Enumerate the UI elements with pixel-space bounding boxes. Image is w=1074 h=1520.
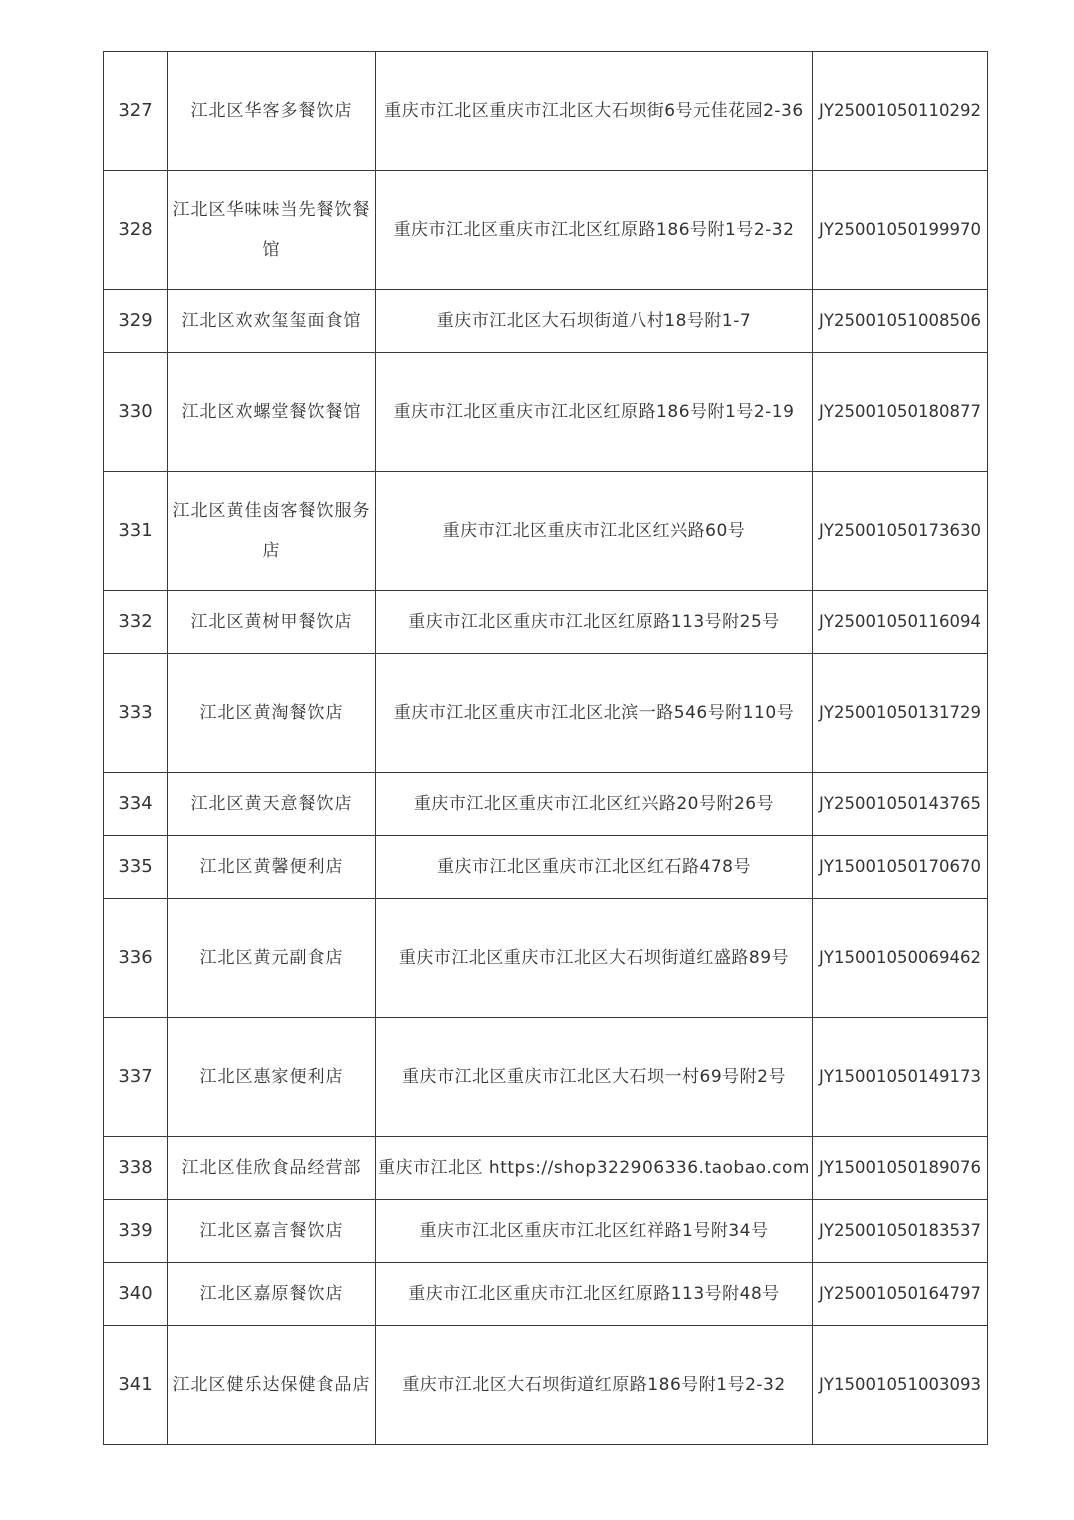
row-number: 336 <box>104 899 168 1018</box>
row-number: 334 <box>104 773 168 836</box>
row-number: 340 <box>104 1263 168 1326</box>
license-number: JY25001050199970 <box>813 171 988 290</box>
license-number: JY15001050189076 <box>813 1137 988 1200</box>
table-row <box>104 773 988 836</box>
row-number: 338 <box>104 1137 168 1200</box>
business-name: 江北区黄馨便利店 <box>168 836 376 899</box>
license-number: JY25001051008506 <box>813 290 988 353</box>
business-address: 重庆市江北区重庆市江北区红兴路60号 <box>376 472 813 591</box>
table-row <box>104 1326 988 1445</box>
table-row <box>104 472 988 591</box>
license-number: JY15001050069462 <box>813 899 988 1018</box>
license-number: JY25001050143765 <box>813 773 988 836</box>
business-address: 重庆市江北区重庆市江北区红祥路1号附34号 <box>376 1200 813 1263</box>
table-row <box>104 654 988 773</box>
table-row <box>104 1137 988 1200</box>
row-number: 328 <box>104 171 168 290</box>
row-number: 333 <box>104 654 168 773</box>
table-row <box>104 1018 988 1137</box>
business-address: 重庆市江北区重庆市江北区红兴路20号附26号 <box>376 773 813 836</box>
business-name: 江北区黄佳卤客餐饮服务店 <box>168 472 376 591</box>
table-row <box>104 290 988 353</box>
license-number: JY25001050180877 <box>813 353 988 472</box>
license-number: JY25001050131729 <box>813 654 988 773</box>
business-name: 江北区黄淘餐饮店 <box>168 654 376 773</box>
business-name: 江北区华味味当先餐饮餐馆 <box>168 171 376 290</box>
license-number: JY15001051003093 <box>813 1326 988 1445</box>
business-name: 江北区健乐达保健食品店 <box>168 1326 376 1445</box>
license-number: JY25001050173630 <box>813 472 988 591</box>
business-address: 重庆市江北区大石坝街道八村18号附1-7 <box>376 290 813 353</box>
business-name: 江北区华客多餐饮店 <box>168 52 376 171</box>
table-row <box>104 591 988 654</box>
table-row <box>104 353 988 472</box>
business-name: 江北区欢欢玺玺面食馆 <box>168 290 376 353</box>
business-address: 重庆市江北区重庆市江北区大石坝街道红盛路89号 <box>376 899 813 1018</box>
business-name: 江北区嘉言餐饮店 <box>168 1200 376 1263</box>
row-number: 330 <box>104 353 168 472</box>
business-address: 重庆市江北区重庆市江北区红原路186号附1号2-19 <box>376 353 813 472</box>
row-number: 327 <box>104 52 168 171</box>
row-number: 341 <box>104 1326 168 1445</box>
license-number: JY15001050170670 <box>813 836 988 899</box>
row-number: 337 <box>104 1018 168 1137</box>
business-name: 江北区佳欣食品经营部 <box>168 1137 376 1200</box>
row-number: 329 <box>104 290 168 353</box>
business-name: 江北区黄元副食店 <box>168 899 376 1018</box>
business-name: 江北区嘉原餐饮店 <box>168 1263 376 1326</box>
business-address: 重庆市江北区重庆市江北区北滨一路546号附110号 <box>376 654 813 773</box>
license-number: JY25001050183537 <box>813 1200 988 1263</box>
business-name: 江北区黄天意餐饮店 <box>168 773 376 836</box>
business-name: 江北区黄树甲餐饮店 <box>168 591 376 654</box>
license-number: JY25001050116094 <box>813 591 988 654</box>
business-name: 江北区惠家便利店 <box>168 1018 376 1137</box>
table-row <box>104 836 988 899</box>
row-number: 332 <box>104 591 168 654</box>
row-number: 339 <box>104 1200 168 1263</box>
business-address: 重庆市江北区重庆市江北区红原路186号附1号2-32 <box>376 171 813 290</box>
license-number: JY25001050110292 <box>813 52 988 171</box>
row-number: 331 <box>104 472 168 591</box>
table-row <box>104 1263 988 1326</box>
row-number: 335 <box>104 836 168 899</box>
business-address: 重庆市江北区重庆市江北区大石坝街6号元佳花园2-36 <box>376 52 813 171</box>
business-address: 重庆市江北区重庆市江北区红原路113号附48号 <box>376 1263 813 1326</box>
business-address: 重庆市江北区 https://shop322906336.taobao.com <box>376 1137 813 1200</box>
business-address: 重庆市江北区重庆市江北区红石路478号 <box>376 836 813 899</box>
business-address: 重庆市江北区重庆市江北区大石坝一村69号附2号 <box>376 1018 813 1137</box>
business-address: 重庆市江北区大石坝街道红原路186号附1号2-32 <box>376 1326 813 1445</box>
table-row <box>104 171 988 290</box>
business-name: 江北区欢螺堂餐饮餐馆 <box>168 353 376 472</box>
business-license-table <box>103 51 988 1445</box>
business-address: 重庆市江北区重庆市江北区红原路113号附25号 <box>376 591 813 654</box>
table-row <box>104 899 988 1018</box>
table-row <box>104 52 988 171</box>
license-number: JY25001050164797 <box>813 1263 988 1326</box>
table-row <box>104 1200 988 1263</box>
license-number: JY15001050149173 <box>813 1018 988 1137</box>
